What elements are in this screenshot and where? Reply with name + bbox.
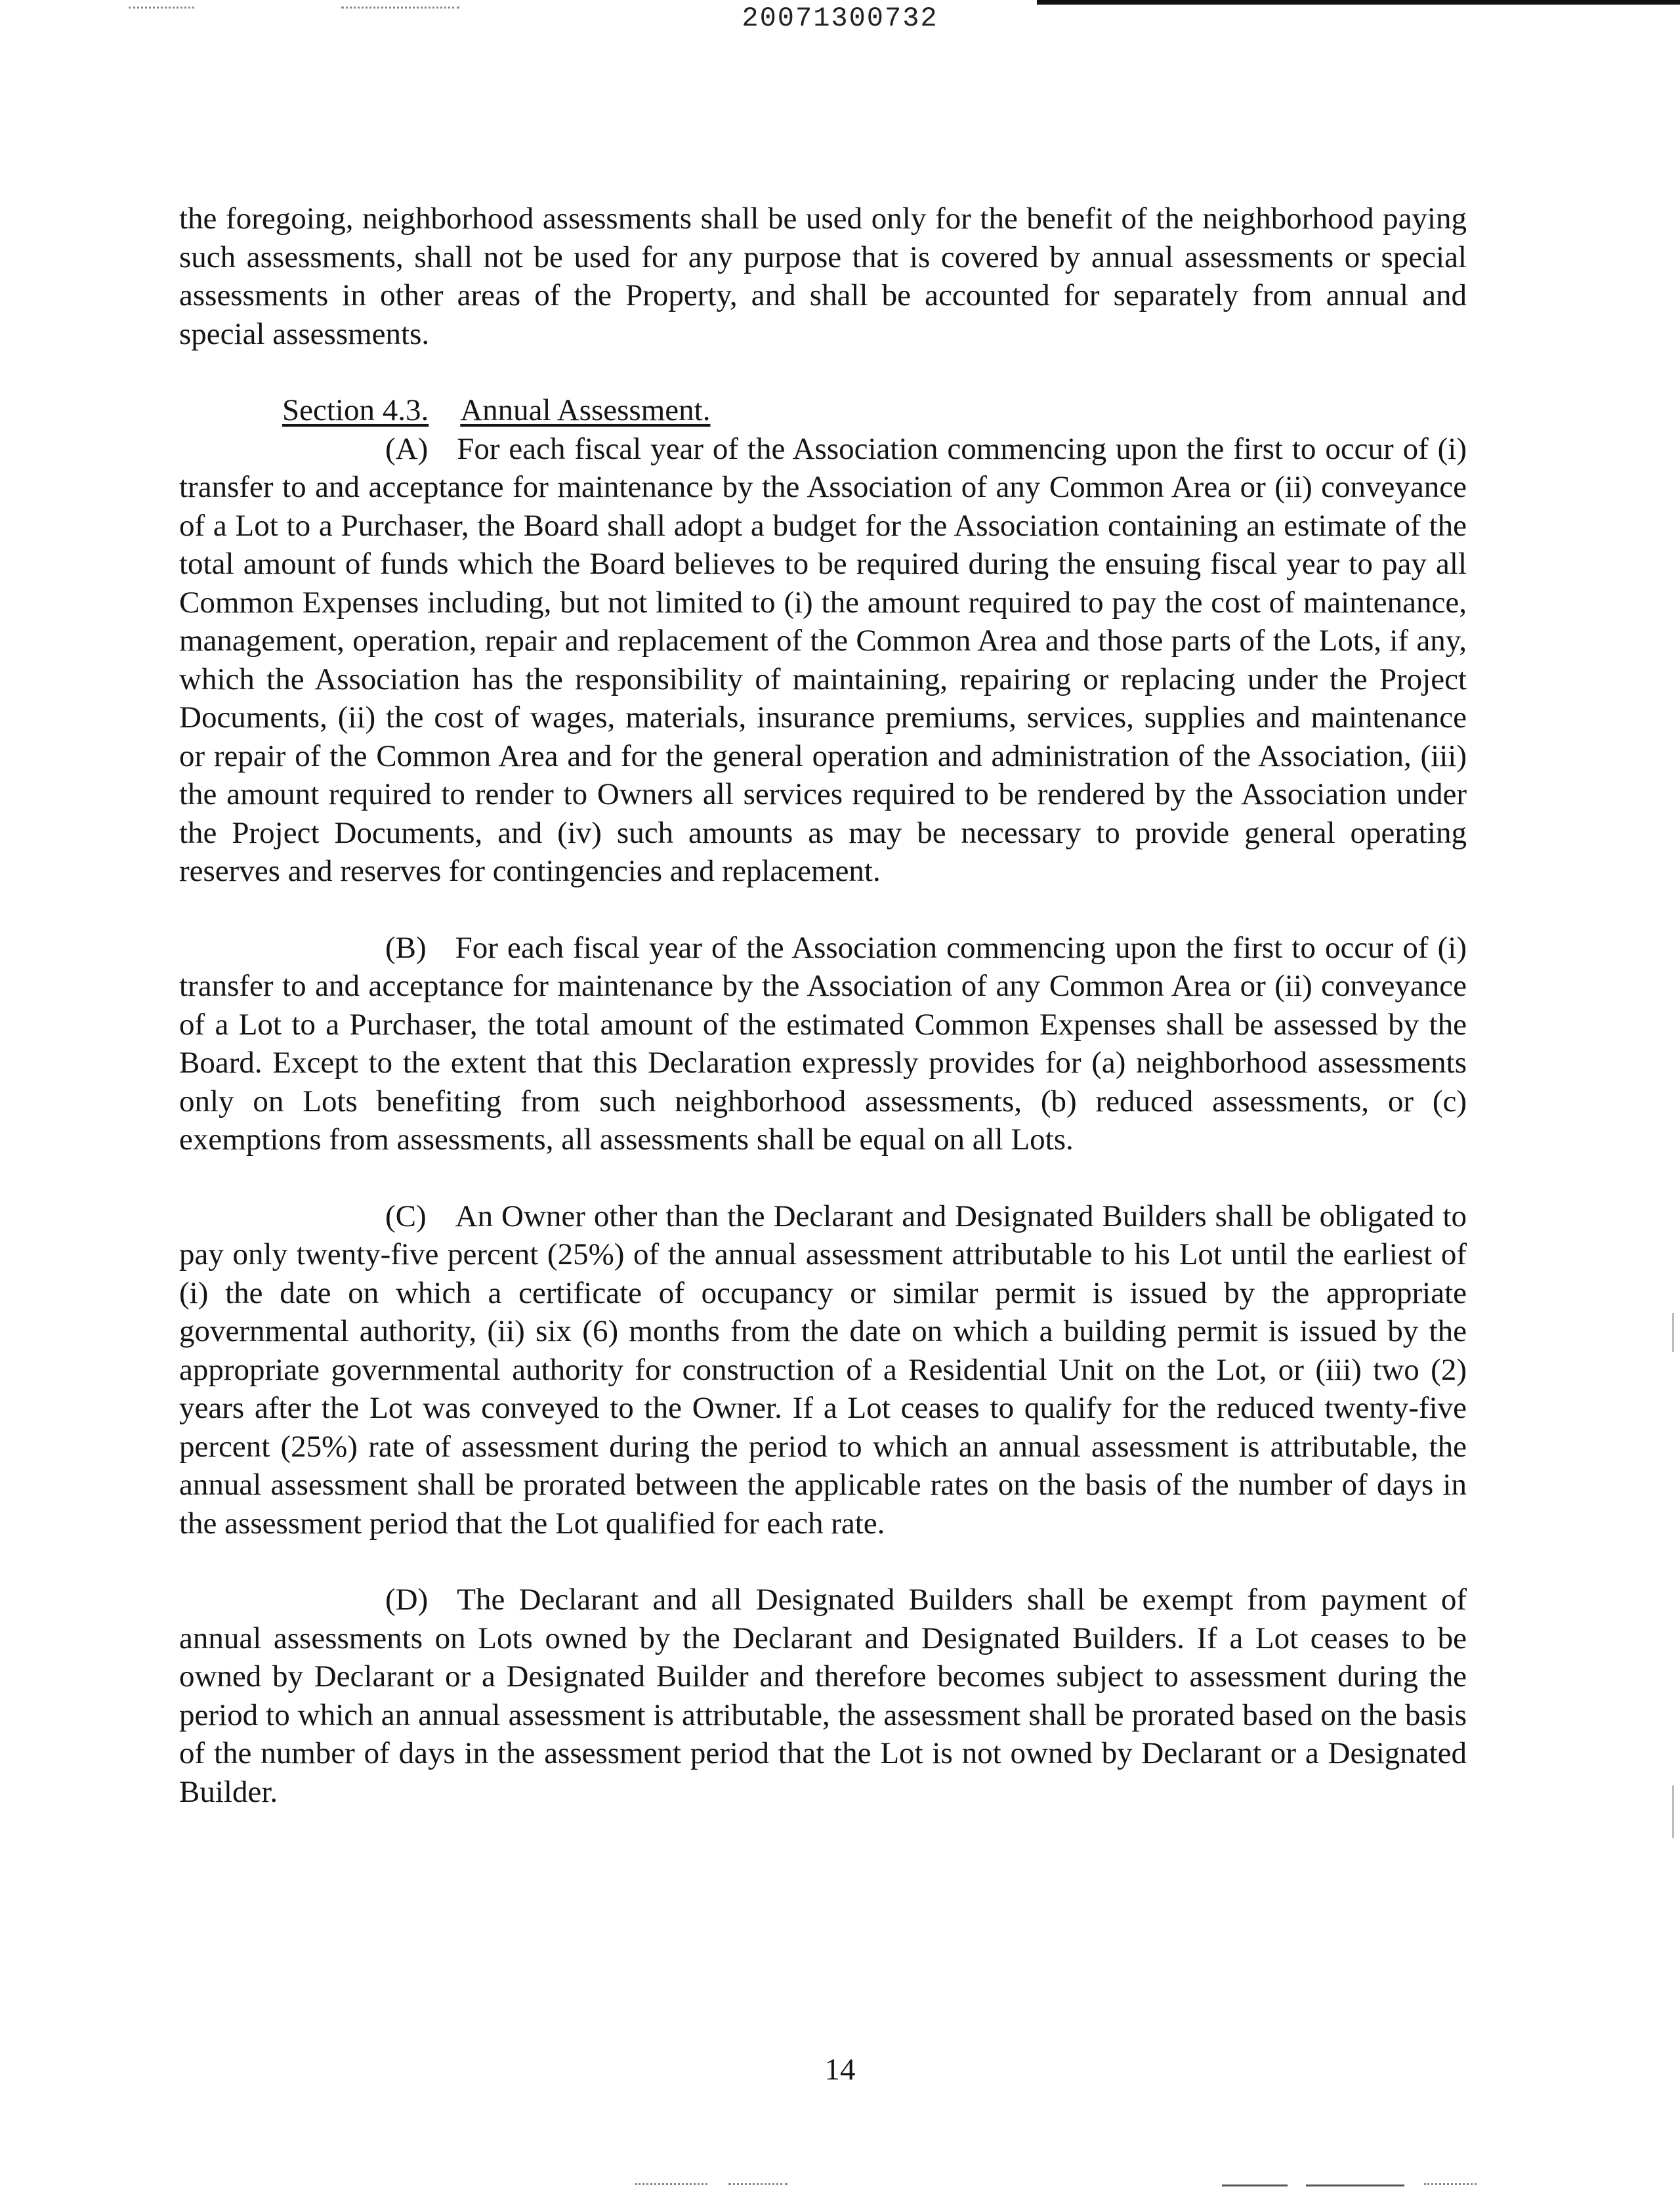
scan-artifact-bottom-rule [1222, 2184, 1288, 2186]
paragraph-label: (D) [385, 1583, 429, 1617]
document-number: 20071300732 [742, 3, 938, 34]
document-body [179, 200, 1467, 1849]
paragraph-b [179, 929, 1467, 1159]
section-title: Annual Assessment. [460, 393, 711, 427]
section-number: Section 4.3. [282, 393, 429, 427]
paragraph-text: The Declarant and all Designated Builders shall be exempt from payment of annual assessments on Lots owned by the Declarant and Designated Builders. If a Lot ceases to be owned by Declarant or a Designated Builder and therefore becomes subject to assessment during the period to which an annual assessment is attributable, the assessment shall be prorated based on the basis of the number of days in the assessment period that the Lot is not owned by Declarant or a Designated Builder. [179, 1583, 1467, 1809]
paragraph-text: An Owner other than the Declarant and Designated Builders shall be obligated to pay only twenty-five percent (25%) of the annual assessment attributable to his Lot until the earliest of (i) the date on which a certificate of occupancy or similar permit is issued by the appropriate governmental authority, (ii) six (6) months from the date on which a building permit is issued by the appropriate governmental authority for construction of a Residential Unit on the Lot, or (iii) two (2) years after the Lot was conveyed to the Owner. If a Lot ceases to qualify for the reduced twenty-five percent (25%) rate of assessment during the period to which an annual assessment is attributable, the annual assessment shall be prorated between the applicable rates on the basis of the number of days in the assessment period that the Lot qualified for each rate. [179, 1199, 1467, 1541]
intro-paragraph: the foregoing, neighborhood assessments shall be used only for the benefit of the neighborhood paying such assessments, shall not be used for any purpose that is covered by annual assessments or special assessments in other areas of the Property, and shall be accounted for separately from annual and special assessments. [179, 202, 1467, 351]
scan-artifact-bottom-rule [1306, 2184, 1404, 2186]
scan-artifact-bottom-right [1424, 2183, 1477, 2187]
paragraph-a [179, 430, 1467, 891]
scan-artifact-bottom-left [635, 2183, 707, 2187]
paragraph-label: (B) [385, 930, 427, 965]
scan-artifact-bottom-middle [728, 2183, 788, 2187]
paragraph-c [179, 1197, 1467, 1543]
paragraph-text: For each fiscal year of the Association commencing upon the first to occur of (i) transfer to and acceptance for maintenance by the Association of any Common Area or (ii) conveyance of a Lot to a Purchaser, the Board shall adopt a budget for the Association containing an estimate of the total amount of funds which the Board believes to be required during the ensuing fiscal year to pay all Common Expenses including, but not limited to (i) the amount required to pay the cost of maintenance, management, operation, repair and replacement of the Common Area and those parts of the Lots, if any, which the Association has the responsibility of maintaining, repairing or replacing under the Project Documents, (ii) the cost of wages, materials, insurance premiums, services, supplies and maintenance or repair of the Common Area and for the general operation and administration of the Association, (iii) the amount required to render to Owners all services required to be rendered by the Association under the Project Documents, and (iv) such amounts as may be necessary to provide general operating reserves and reserves for contingencies and replacement. [179, 431, 1467, 888]
section-heading [179, 391, 1467, 430]
paragraph-label: (A) [385, 431, 429, 466]
page-number: 14 [824, 2053, 856, 2087]
margin-mark [1672, 1313, 1674, 1352]
margin-mark [1672, 1785, 1674, 1838]
paragraph-label: (C) [385, 1199, 427, 1233]
paragraph-d [179, 1581, 1467, 1811]
paragraph-text: For each fiscal year of the Association commencing upon the first to occur of (i) transfer to and acceptance for maintenance by the Association of any Common Area or (ii) conveyance of a Lot to a Purchaser, the total amount of the estimated Common Expenses shall be assessed by the Board. Except to the extent that this Declaration expressly provides for (a) neighborhood assessments only on Lots benefiting from such neighborhood assessments, (b) reduced assessments, or (c) exemptions from assessments, all assessments shall be equal on all Lots. [179, 930, 1467, 1157]
